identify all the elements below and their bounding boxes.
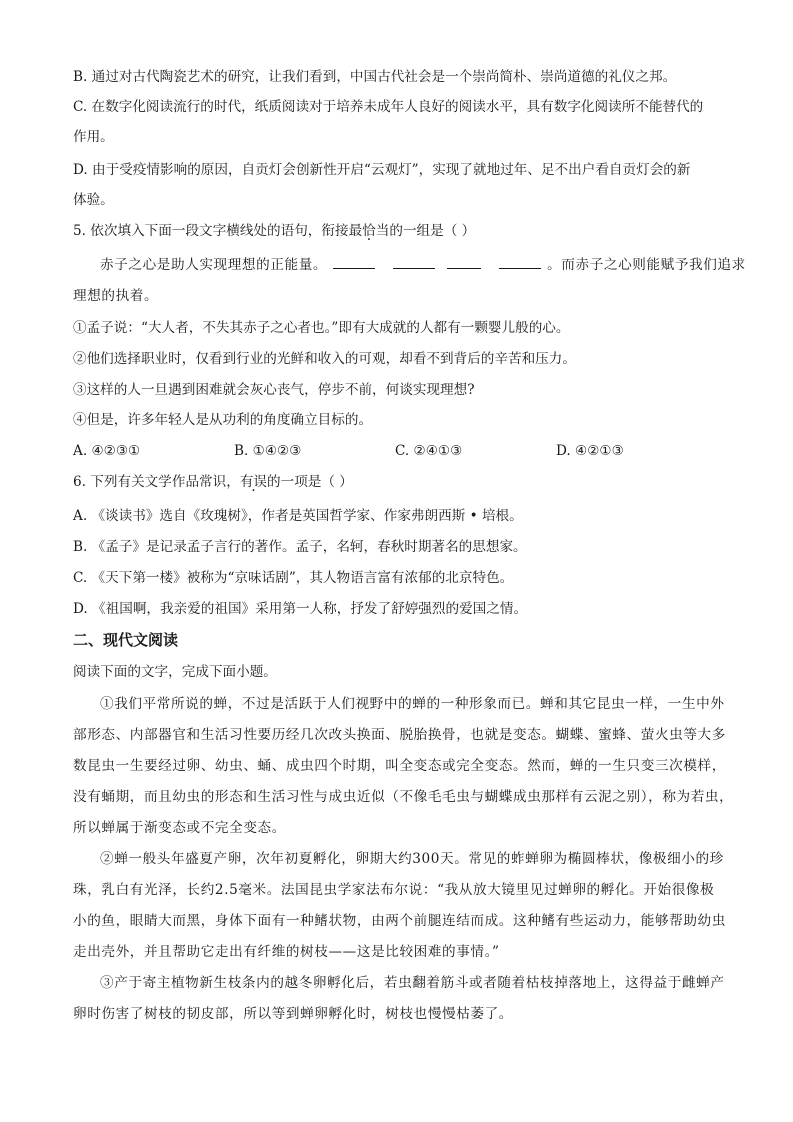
paragraph-2-line-2: 珠，乳白有光泽，长约2.5毫米。法国昆虫学家法布尔说：“我从放大镜里见过蝉卵的孵化。开始很像极	[73, 882, 715, 898]
section-heading: 二、现代文阅读	[73, 631, 179, 649]
paragraph-2-line-4: 走出壳外，并且帮助它走出有纤维的树枝——这是比较困难的事情。”	[73, 944, 500, 960]
paragraph-2-line-1: ②蝉一般头年盛夏产卵，次年初夏孵化，卵期大约300天。常见的蚱蝉卵为椭圆棒状，像极细小的珍	[100, 851, 724, 867]
q5-option-d[interactable]: D. ④②①③	[556, 443, 624, 459]
q6-stem-emphasis: 有误	[239, 474, 268, 490]
paragraph-2-line-3: 小的鱼，眼睛大而黑，身体下面有一种鳍状物，由两个前腿连结而成。这种鳍有些运动力，能够帮助幼虫	[73, 913, 726, 929]
q5-blank-4[interactable]	[499, 254, 541, 269]
paragraph-1-line-2: 部形态、内部器官和生活习性要历经几次改头换面、脱胎换骨，也就是变态。蝴蝶、蜜蜂、萤火虫等大多	[73, 727, 726, 743]
q6-option-d[interactable]: D. 《祖国啊，我亲爱的祖国》采用第一人称，抒发了舒婷强烈的爱国之情。	[73, 601, 528, 617]
q5-stem-emphasis: 最恰当	[348, 223, 390, 239]
paragraph-3-line-2: 卵时伤害了树枝的韧皮部，所以等到蝉卵孵化时，树枝也慢慢枯萎了。	[73, 1006, 514, 1022]
q4-option-c-cont: 作用。	[73, 129, 114, 145]
q5-item-3: ③这样的人一旦遇到困难就会灰心丧气，停步不前，何谈实现理想?	[73, 382, 475, 398]
q5-passage	[100, 254, 746, 275]
paragraph-1-line-5: 所以蝉属于渐变态或不完全变态。	[73, 820, 286, 836]
paragraph-1-line-4: 没有蛹期，而且幼虫的形态和生活习性与成虫近似（不像毛毛虫与蝴蝶成虫那样有云泥之别），称为若虫，	[73, 789, 734, 805]
q4-option-d: D. 由于受疫情影响的原因，自贡灯会创新性开启“云观灯”，实现了就地过年、足不出户看自贡灯会的新	[73, 162, 691, 178]
q5-blank-1[interactable]	[333, 254, 375, 269]
q6-option-a[interactable]: A. 《谈读书》选自《玫瑰树》，作者是英国哲学家、作家弗朗西斯 • 培根。	[73, 508, 523, 524]
reading-instruction: 阅读下面的文字，完成下面小题。	[73, 664, 277, 680]
q6-option-b[interactable]: B. 《孟子》是记录孟子言行的著作。孟子，名轲，春秋时期著名的思想家。	[73, 539, 527, 555]
q6-stem	[73, 472, 353, 492]
paragraph-1-line-3: 数昆虫一生要经过卵、幼虫、蛹、成虫四个时期，叫全变态或完全变态。然而，蝉的一生只变三次模样，	[73, 758, 726, 774]
q5-option-a[interactable]: A. ④②③①	[73, 443, 141, 459]
q5-stem-pre: 5. 依次填入下面一段文字横线处的语句，衔接	[73, 223, 349, 239]
paragraph-3-line-1: ③产于寄主植物新生枝条内的越冬卵孵化后，若虫翻着筋斗或者随着枯枝掉落地上，这得益于雌蝉产	[100, 975, 725, 991]
q4-option-d-cont: 体验。	[73, 192, 114, 208]
q5-passage-post: 。而赤子之心则能赋予我们追求	[547, 257, 746, 273]
q5-stem-post: 的一组是（ ）	[389, 223, 476, 239]
q5-option-b[interactable]: B. ①④②③	[234, 443, 302, 459]
q5-option-c[interactable]: C. ②④①③	[395, 443, 463, 459]
q6-stem-post: 的一项是（ ）	[267, 474, 353, 490]
q4-option-b: B. 通过对古代陶瓷艺术的研究，让我们看到，中国古代社会是一个崇尚简朴、崇尚道德的礼仪之邦。	[73, 69, 677, 85]
q4-option-c: C. 在数字化阅读流行的时代，纸质阅读对于培养未成年人良好的阅读水平，具有数字化阅读所不能替代的	[73, 99, 704, 115]
q5-blank-2[interactable]	[393, 254, 435, 269]
paragraph-1-line-1: ①我们平常所说的蝉，不过是活跃于人们视野中的蝉的一种形象而已。蝉和其它昆虫一样，一生中外	[100, 696, 725, 712]
q5-blank-3[interactable]	[447, 254, 481, 269]
q5-item-2: ②他们选择职业时，仅看到行业的光鲜和收入的可观，却看不到背后的辛苦和压力。	[73, 351, 576, 367]
q6-option-c[interactable]: C. 《天下第一楼》被称为“京味话剧”，其人物语言富有浓郁的北京特色。	[73, 570, 514, 586]
q5-stem	[73, 221, 475, 241]
q6-stem-pre: 6. 下列有关文学作品常识，	[73, 474, 240, 490]
q5-item-4: ④但是，许多年轻人是从功利的角度确立目标的。	[73, 412, 373, 428]
q5-passage-cont: 理想的执着。	[73, 288, 159, 304]
q5-passage-pre: 赤子之心是助人实现理想的正能量。	[100, 257, 328, 273]
q5-item-1: ①孟子说：“大人者，不失其赤子之心者也。”即有大成就的人都有一颗婴儿般的心。	[73, 320, 570, 336]
q5-options	[73, 441, 624, 461]
